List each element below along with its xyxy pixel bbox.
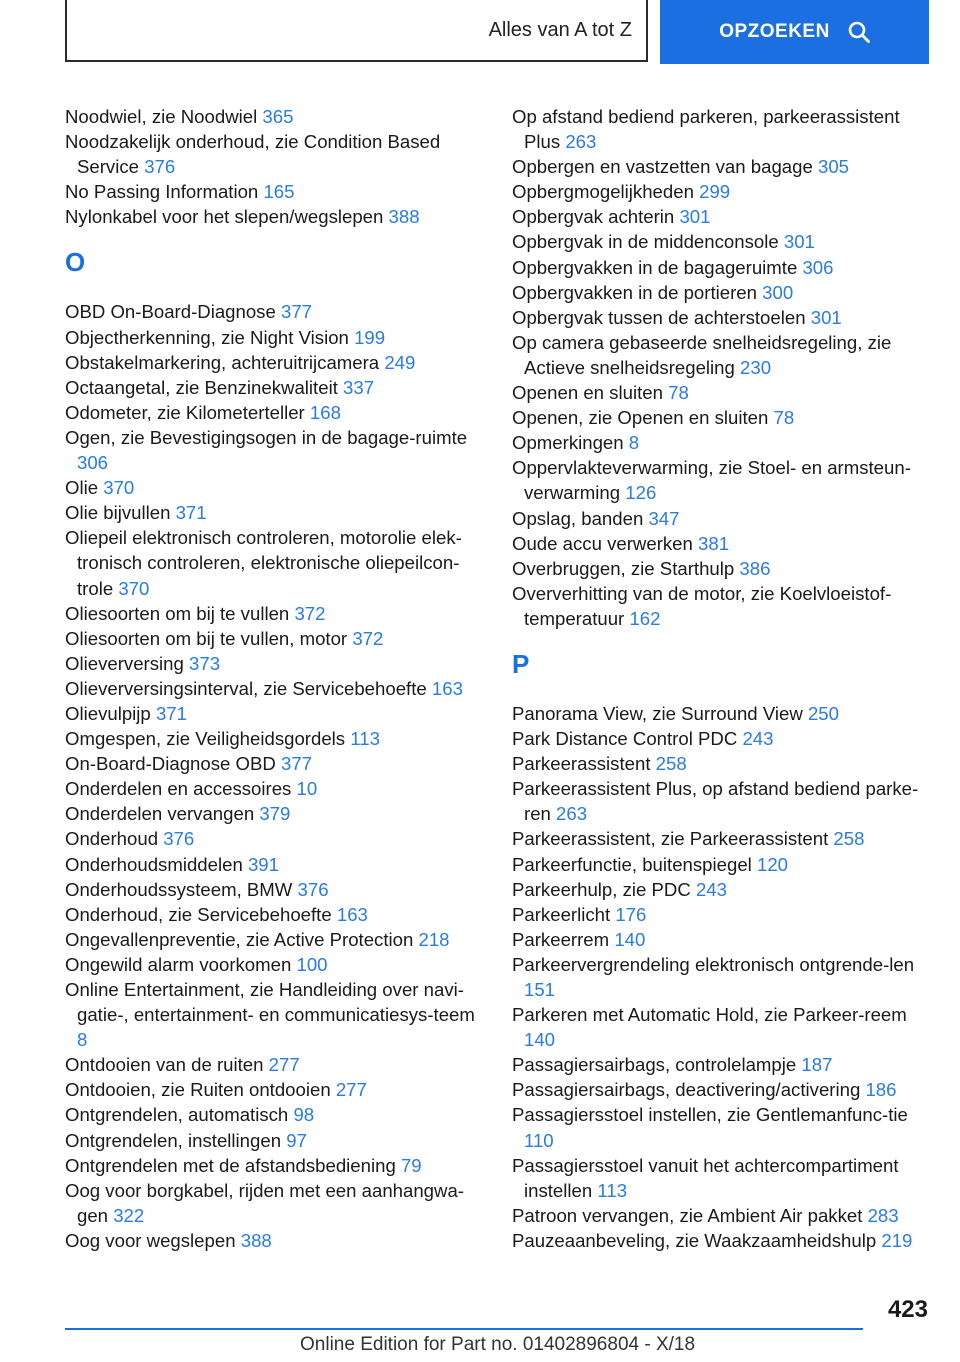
entry-text: Overbruggen, zie Starthulp (512, 557, 735, 579)
index-column-right (512, 104, 930, 1253)
page-link[interactable]: 140 (524, 1029, 556, 1051)
page-link[interactable]: 391 (247, 853, 279, 875)
page-link[interactable]: 8 (77, 1029, 88, 1051)
entry-text: No Passing Information (65, 181, 259, 203)
page-link[interactable]: 110 (524, 1129, 554, 1151)
page-link[interactable]: 377 (281, 301, 313, 323)
page-link[interactable]: 163 (431, 677, 463, 699)
index-entry (512, 305, 930, 330)
index-entry (512, 952, 930, 1002)
entry-text: Park Distance Control PDC (512, 728, 738, 750)
index-entry (65, 776, 485, 801)
index-entry (65, 826, 485, 851)
page-link[interactable]: 113 (350, 728, 380, 750)
entry-text: Passagiersairbags, deactivering/activering (512, 1079, 861, 1101)
index-entry (512, 1102, 930, 1152)
entry-text: Oliepeil elektronisch controleren, motorolie elek-tronisch controleren, elektronische oliepeilcon-trole (65, 527, 462, 599)
page-link[interactable]: 386 (739, 557, 771, 579)
page-link[interactable]: 372 (352, 627, 384, 649)
footer-divider (65, 1328, 863, 1330)
page-link[interactable]: 126 (625, 482, 657, 504)
page-link[interactable]: 365 (262, 106, 294, 127)
entry-text: Parkeerlicht (512, 903, 611, 925)
search-label: OPZOEKEN (719, 21, 830, 42)
entry-text: Olieverversing (65, 652, 184, 674)
page-link[interactable]: 263 (556, 803, 588, 825)
section-letter: P (512, 648, 530, 679)
index-entry (65, 852, 485, 877)
page-link[interactable]: 250 (807, 702, 839, 724)
search-icon (848, 21, 870, 43)
index-entry (512, 776, 930, 826)
index-entry (512, 154, 930, 179)
index-entry (512, 877, 930, 902)
page-link[interactable]: 373 (189, 652, 221, 674)
index-entry (65, 500, 485, 525)
index-entry (512, 826, 930, 851)
entry-text: Oliesoorten om bij te vullen (65, 602, 290, 624)
index-entry (65, 1228, 485, 1253)
page-link[interactable]: 263 (565, 131, 597, 153)
index-entry (65, 877, 485, 902)
index-entry (65, 350, 485, 375)
page-link[interactable]: 377 (281, 753, 313, 775)
page-link[interactable]: 168 (309, 401, 341, 423)
page-link[interactable]: 299 (699, 181, 731, 203)
tab-alles-van-a-tot-z[interactable] (65, 0, 648, 62)
page-link[interactable]: 10 (296, 778, 318, 800)
page-link[interactable]: 249 (384, 351, 416, 373)
page-link[interactable]: 218 (418, 928, 450, 950)
entry-text: Ontgrendelen met de afstandsbediening (65, 1154, 396, 1176)
entry-text: Parkeerfunctie, buitenspiegel (512, 853, 752, 875)
entry-text: Ontgrendelen, instellingen (65, 1129, 282, 1151)
index-entry (65, 927, 485, 952)
page-link[interactable]: 381 (698, 532, 730, 554)
index-entry (65, 475, 485, 500)
index-entry (65, 902, 485, 927)
page-link[interactable]: 370 (118, 577, 150, 599)
entry-text: Opbergvak tussen de achterstoelen (512, 306, 806, 328)
index-entry (65, 1077, 485, 1102)
entry-text: Op afstand bediend parkeren, parkeerassistent Plus (512, 106, 900, 153)
page-link[interactable]: 376 (144, 156, 176, 178)
entry-text: Oog voor borgkabel, rijden met een aanhangwa-gen (65, 1179, 464, 1226)
entry-text: Parkeerassistent (512, 753, 651, 775)
page-link[interactable]: 322 (113, 1204, 145, 1226)
entry-text: Objectherkenning, zie Night Vision (65, 326, 349, 348)
index-entry (65, 952, 485, 977)
entry-text: Noodwiel, zie Noodwiel (65, 106, 258, 127)
page-link[interactable]: 151 (524, 979, 556, 1000)
index-entry (65, 751, 485, 776)
entry-text: Onderhoud (65, 828, 159, 850)
page-link[interactable]: 120 (756, 853, 789, 875)
page-link[interactable]: 388 (388, 206, 420, 228)
index-entry (512, 255, 930, 280)
index-entry (65, 626, 485, 651)
index-entry (512, 204, 930, 229)
entry-text: Opbergvak achterin (512, 206, 675, 228)
index-entry (65, 801, 485, 826)
entry-text: Parkeerhulp, zie PDC (512, 878, 691, 900)
page-link[interactable]: 376 (297, 878, 329, 900)
index-entry (65, 701, 485, 726)
index-entry (65, 1052, 485, 1077)
entry-text: Ongevallenpreventie, zie Active Protection (65, 928, 414, 950)
page-link[interactable]: 379 (259, 803, 291, 825)
entry-text: Octaangetal, zie Benzinekwaliteit (65, 376, 338, 398)
index-entry (65, 400, 485, 425)
entry-text: Nylonkabel voor het slepen/wegslepen (65, 206, 384, 228)
entry-text: Onderhoud, zie Servicebehoefte (65, 903, 332, 925)
entry-text: Opbergvakken in de bagageruimte (512, 256, 798, 278)
tab-label: Alles van A tot Z (488, 18, 632, 41)
index-entry (512, 1002, 930, 1052)
entry-text: Olievulpijp (65, 702, 151, 724)
edition-text: Online Edition for Part no. 01402896804 - X/18 (300, 1334, 696, 1355)
index-entry (65, 375, 485, 400)
page-link[interactable]: 371 (155, 702, 187, 724)
page-link[interactable]: 388 (240, 1229, 272, 1251)
page-link[interactable]: 376 (163, 828, 195, 850)
page-link[interactable]: 8 (628, 432, 640, 454)
entry-text: Onderdelen en accessoires (65, 778, 292, 800)
entry-text: Ogen, zie Bevestigingsogen in de bagage-ruimte (65, 426, 468, 448)
page-link[interactable]: 100 (296, 953, 328, 975)
page-link[interactable]: 176 (615, 903, 647, 925)
search-button[interactable] (660, 0, 929, 64)
entry-text: Onderhoudsmiddelen (65, 853, 243, 875)
entry-text: Openen en sluiten (512, 382, 663, 404)
page-link[interactable]: 113 (597, 1179, 628, 1201)
index-entry (65, 601, 485, 626)
index-entry (65, 651, 485, 676)
index-entry (512, 1228, 930, 1253)
index-entry (512, 380, 930, 405)
page-link[interactable]: 258 (655, 753, 687, 775)
index-entry (512, 430, 930, 455)
index-entry (65, 204, 485, 229)
page-link[interactable]: 300 (762, 281, 794, 303)
entry-text: Omgespen, zie Veiligheidsgordels (65, 728, 346, 750)
entry-text: Passagiersstoel vanuit het achtercompartiment instellen (512, 1154, 899, 1201)
index-entry (512, 726, 930, 751)
entry-text: Opbergvakken in de portieren (512, 281, 757, 303)
entry-text: Openen, zie Openen en sluiten (512, 407, 769, 429)
entry-text: Olie bijvullen (65, 502, 171, 524)
index-entry (512, 852, 930, 877)
entry-text: Oog voor wegslepen (65, 1229, 236, 1251)
index-entry (512, 506, 930, 531)
page-link[interactable]: 277 (335, 1079, 367, 1101)
page-link[interactable]: 258 (833, 828, 865, 850)
entry-text: Passagiersstoel instellen, zie Gentlemanfunc-tie (512, 1104, 908, 1126)
index-entry (512, 1203, 930, 1228)
index-entry (512, 701, 930, 726)
entry-text: On-Board-Diagnose OBD (65, 753, 276, 775)
index-entry (65, 1102, 485, 1127)
page-link[interactable]: 187 (801, 1054, 833, 1076)
entry-text: Olieverversingsinterval, zie Servicebehoefte (65, 677, 427, 699)
index-entry (512, 556, 930, 581)
page-link[interactable]: 243 (695, 878, 727, 900)
page-link[interactable]: 305 (818, 156, 850, 178)
page-number: 423 (887, 1296, 928, 1323)
index-entry (65, 299, 485, 324)
entry-text: Patroon vervangen, zie Ambient Air pakket (512, 1204, 863, 1226)
entry-text: Oliesoorten om bij te vullen, motor (65, 627, 348, 649)
page-link[interactable]: 165 (263, 181, 295, 203)
entry-text: Olie (65, 477, 99, 499)
entry-text: Opbergmogelijkheden (512, 181, 694, 203)
entry-text: Pauzeaanbeveling, zie Waakzaamheidshulp (512, 1229, 877, 1251)
page-link[interactable]: 163 (336, 903, 368, 925)
index-entry (512, 405, 930, 430)
entry-text: Parkeervergrendeling elektronisch ontgrende-len (512, 953, 915, 975)
page-link[interactable]: 301 (783, 231, 815, 253)
page-link[interactable]: 230 (740, 356, 772, 378)
entry-text: Oppervlakteverwarming, zie Stoel- en armsteun-verwarming (512, 457, 911, 504)
page-link[interactable]: 370 (103, 477, 135, 499)
index-entry (512, 1077, 930, 1102)
entry-text: Parkeerrem (512, 928, 610, 950)
entry-text: Panorama View, zie Surround View (512, 702, 803, 724)
page-link[interactable]: 306 (802, 256, 834, 278)
page-link[interactable]: 371 (175, 502, 207, 524)
index-entry (512, 455, 930, 505)
index-entry (65, 1153, 485, 1178)
index-entry (512, 1153, 930, 1203)
page-link[interactable]: 97 (286, 1129, 307, 1151)
entry-text: Opbergen en vastzetten van bagage (512, 156, 813, 178)
index-entry (65, 525, 485, 600)
index-entry (65, 726, 485, 751)
index-entry (512, 179, 930, 204)
entry-text: Onderdelen vervangen (65, 803, 255, 825)
index-entry (512, 280, 930, 305)
page-link[interactable]: 372 (294, 602, 326, 624)
page-link[interactable]: 162 (629, 607, 661, 629)
top-navigation (65, 0, 929, 66)
index-entry (65, 325, 485, 350)
index-entry (512, 1052, 930, 1077)
entry-text: Passagiersairbags, controlelampje (512, 1054, 797, 1076)
entry-text: Ontgrendelen, automatisch (65, 1104, 289, 1126)
index-entry (512, 229, 930, 254)
entry-text: Ontdooien van de ruiten (65, 1054, 264, 1076)
entry-text: Obstakelmarkering, achteruitrijcamera (65, 351, 380, 373)
index-entry (65, 1128, 485, 1153)
page-link[interactable]: 78 (668, 382, 689, 404)
entry-text: Opbergvak in de middenconsole (512, 231, 779, 253)
entry-text: Onderhoudssysteem, BMW (65, 878, 293, 900)
index-entry (512, 927, 930, 952)
index-entry (512, 104, 930, 154)
index-entry (65, 425, 485, 475)
index-entry (65, 676, 485, 701)
page-link[interactable]: 283 (867, 1204, 899, 1226)
page-link[interactable]: 78 (773, 407, 795, 429)
index-column-left (65, 104, 485, 1253)
page-link[interactable]: 98 (293, 1104, 315, 1126)
page-link[interactable]: 337 (343, 376, 375, 398)
entry-text: Op camera gebaseerde snelheidsregeling, zie Actieve snelheidsregeling (512, 331, 892, 378)
entry-text: OBD On-Board-Diagnose (65, 301, 276, 323)
page-link[interactable]: 219 (881, 1229, 913, 1251)
page-link[interactable]: 347 (648, 507, 680, 529)
entry-text: Online Entertainment, zie Handleiding over navi-gatie-, entertainment- en communicatiesys-teem (65, 979, 475, 1026)
entry-text: Noodzakelijk onderhoud, zie Condition Based Service (65, 131, 441, 178)
entry-text: Oude accu verwerken (512, 532, 693, 554)
entry-text: Ontdooien, zie Ruiten ontdooien (65, 1079, 331, 1101)
page-link[interactable]: 186 (865, 1079, 897, 1101)
page-link[interactable]: 301 (810, 306, 842, 328)
page-link[interactable]: 277 (268, 1054, 300, 1076)
index-entry (65, 1178, 485, 1228)
index-entry (512, 531, 930, 556)
entry-text: Oververhitting van de motor, zie Koelvloeistof-temperatuur (512, 582, 892, 629)
index-entry (65, 179, 485, 204)
index-entry (512, 751, 930, 776)
index-entry (512, 581, 930, 631)
page-link[interactable]: 79 (400, 1154, 422, 1176)
entry-text: Opslag, banden (512, 507, 644, 529)
page-link[interactable]: 199 (354, 326, 386, 348)
index-entry (512, 330, 930, 380)
page-link[interactable]: 243 (742, 728, 774, 750)
index-entry (65, 104, 485, 129)
entry-text: Ongewild alarm voorkomen (65, 953, 292, 975)
entry-text: Parkeerassistent, zie Parkeerassistent (512, 828, 829, 850)
index-entry (65, 129, 485, 179)
index-entry (512, 902, 930, 927)
entry-text: Odometer, zie Kilometerteller (65, 401, 305, 423)
section-letter: O (65, 247, 86, 278)
entry-text: Parkeerassistent Plus, op afstand bediend parke-ren (512, 778, 919, 825)
page-link[interactable]: 306 (77, 452, 109, 474)
entry-text: Parkeren met Automatic Hold, zie Parkeer-reem (512, 1004, 907, 1026)
page-link[interactable]: 301 (679, 206, 711, 228)
page-link[interactable]: 140 (614, 928, 646, 950)
index-entry (65, 977, 485, 1052)
entry-text: Opmerkingen (512, 432, 624, 454)
